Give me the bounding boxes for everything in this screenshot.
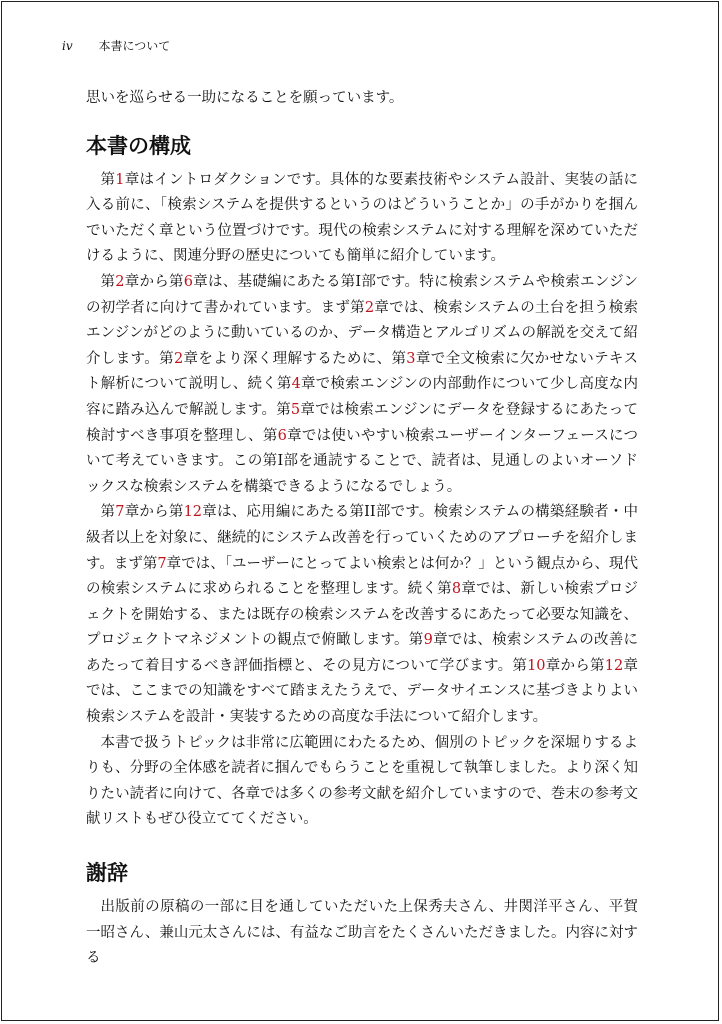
chapter-ref: 8 [451,581,462,598]
chapter-ref: 12 [604,657,624,674]
structure-paragraph-1: 第1章はイントロダクションです。具体的な要素技術やシステム設計、実装の話に入る前に、「検索システムを提供するというのはどういうことか」の手がかりを掴んでいただく章という位置づけです。現代の検索システムに対する理解を深めていただけるように、関連分野の歴史についても簡単に紹介しています。 [86,171,638,265]
section-heading-structure: 本書の構成 [86,133,191,158]
structure-paragraph-4: 本書で扱うトピックは非常に広範囲にわたるため、個別のトピックを深堀りするよりも、分野の全体感を読者に掴んでもらうことを重視して執筆しました。より深く知りたい読者に向けて、各章では多くの参考文献を紹介していますので、巻末の参考文献リストもぜひ役立ててください。 [86,734,638,828]
chapter-ref: 6 [183,273,193,290]
chapter-ref: 1 [115,171,125,188]
chapter-ref: 10 [527,657,546,674]
page-body [86,86,638,972]
running-header [62,38,170,54]
running-header-title: 本書について [98,39,171,53]
chapter-ref: 2 [364,299,375,316]
chapter-ref: 3 [406,350,416,367]
structure-paragraph-2: 第2章から第6章は、基礎編にあたる第I部です。特に検索システムや検索エンジンの初学者に向けて書かれています。まず第2章では、検索システムの土台を担う検索エンジンがどのように動いているのか、データ構造とアルゴリズムの解説を交えて紹介します。第2章をより深く理解するために、第3章で全文検索に欠かせないテキスト解析について説明し、続く第4章で検索エンジンの内部動作について少し高度な内容に踏み込んで解説します。第5章では検索エンジンにデータを登録するにあたって検討すべき事項を整理し、第6章では使いやすい検索ユーザーインターフェースについて考えていきます。この第I部を通読することで、読者は、見通しのよいオーソドックスな検索システムを構築できるようになるでしょう。 [86,273,639,495]
section-heading-thanks: 謝辞 [86,861,128,886]
chapter-ref: 2 [115,273,125,290]
chapter-ref: 6 [277,427,287,444]
chapter-ref: 2 [173,350,184,367]
chapter-ref: 7 [157,555,167,572]
intro-paragraph: 思いを巡らせる一助になることを願っています。 [86,90,404,106]
thanks-paragraph-1: 出版前の原稿の一部に目を通していただいた上保秀夫さん、井関洋平さん、平賀一昭さん、兼山元太さんには、有益なご助言をたくさんいただきました。内容に対する [86,899,638,967]
chapter-ref: 7 [115,504,125,521]
chapter-ref: 12 [183,504,203,521]
chapter-ref: 9 [423,632,433,649]
chapter-ref: 5 [290,401,301,418]
structure-paragraph-3: 第7章から第12章は、応用編にあたる第II部です。検索システムの構築経験者・中級者以上を対象に、継続的にシステム改善を行っていくためのアプローチを紹介します。まず第7章では、「ユーザーにとってよい検索とは何か？」という観点から、現代の検索システムに求められることを整理します。続く第8章では、新しい検索プロジェクトを開始する、または既存の検索システムを改善するにあたって必要な知識を、プロジェクトマネジメントの観点で俯瞰します。第9章では、検索システムの改善にあたって着目するべき評価指標と、その見方について学びます。第10章から第12章では、ここまでの知識をすべて踏まえたうえで、データサイエンスに基づきよりよい検索システムを設計・実装するための高度な手法について紹介します。 [86,504,639,726]
page-number: iv [62,39,73,53]
chapter-ref: 4 [291,376,301,393]
